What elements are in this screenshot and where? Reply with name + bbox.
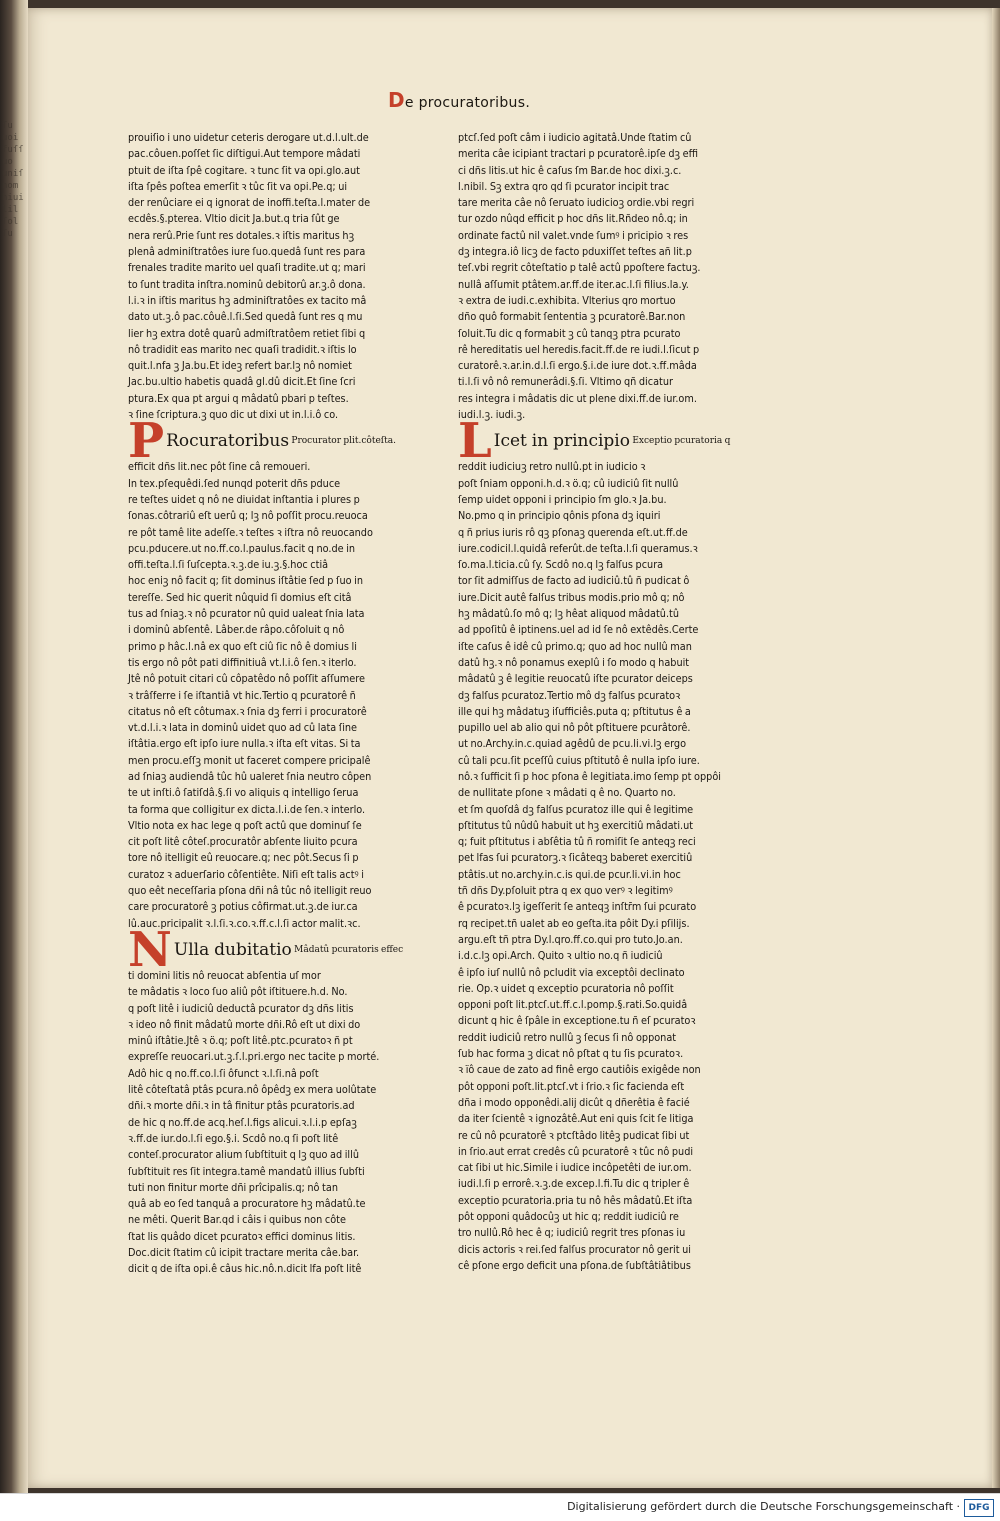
text-line: ad ppoſitû ê iptinens.uel ad id ſe nô extêdês.Certe [458,623,699,637]
text-line: dꝫ integra.iô licꝫ de facto pduxiſſet teſtes añ lit.p [458,245,692,259]
red-initial: P [128,413,165,470]
text-line: ꝛ.ff.de iur.do.l.ſi ego.§.i. Scdô no.q ſi poſt litê [128,1131,339,1145]
text-line: dato ut.ꝫ.ô pac.côuê.l.ſi.Sed quedâ ſunt res q mu [128,310,363,324]
text-line: ptuit de iſta ſpê cogitare. ꝛ tunc ſit va opi.glo.aut [128,163,360,177]
text-line: litê côteſtatâ ptâs pcura.nô ôpêdꝫ ex mera uolûtate [128,1083,377,1097]
text-line: ꝛ ideo nô finit mâdatû morte dñi.Rô eſt ut dixi do [128,1017,361,1031]
right-column [458,130,768,1272]
text-line: i dominû abſentê. Lâber.de râpo.côſoluit q nô [128,623,345,637]
text-line: cit poſt litê côteſ.procuratôr abſente liuito pcura [128,835,358,849]
text-line: minû iſtâtie.Jtê ꝛ ö.q; poſt litê.ptc.pcuratoꝛ ñ pt [128,1034,353,1048]
text-line: citatus nô eſt côtumax.ꝛ ſnia dꝫ ferri i procuratorê [128,704,367,718]
text-line: dꝫ falſus pcuratoz.Tertio mô dꝫ falſus pcuratoꝛ [458,688,681,702]
text-line: et ſm quoſdâ dꝫ falſus pcuratoz ille qui ê legitime [458,802,694,816]
text-line: offi.teſta.l.ſi ſuſcepta.ꝛ.ꝫ.de iu.ꝫ.§.hoc ctiâ [128,558,329,572]
text-line: da iter ſcientê ꝛ ignozâtê.Aut eni quis ſcit ſe litiga [458,1112,694,1126]
text-line: ꝛ ſine ſcriptura.ꝫ quo dic ut dixi ut in.l.i.ô co. [128,408,339,422]
text-line: efficit dñs lit.nec pôt ſine câ remoueri. [128,460,311,474]
text-line: datû hꝫ.ꝛ nô ponamus exeplû i ſo modo q habuit [458,655,690,669]
text-line: mâdatû ꝫ ê legitie reuocatû iſte pcurator deiceps [458,672,693,686]
text-line: prouiſio i uno uidetur ceteris derogare ut.d.l.ult.de [128,131,369,144]
text-line: Doc.dicit ſtatim cû icipit tractare merita câe.bar. [128,1246,360,1259]
text-line: ſub hac forma ꝫ dicat nô pſtat q tu ſis pcuratoꝛ. [458,1047,684,1061]
text-line: merita câe icipiant tractari p pcuratorê.ipſe dꝫ effi [458,147,698,161]
text-line: re pôt tamê lite adeſſe.ꝛ teſtes ꝛ iſtra nô reuocando [128,525,373,539]
text-line: ecdês.§.pterea. Vltio dicit Ja.but.q tria ſût ge [128,212,340,226]
book-left-edge [0,0,28,1493]
text-line: care procuratorê ꝫ potius côfirmat.ut.ꝫ.de iur.ca [128,900,358,914]
text-line: exceptio pcuratoria.pria tu nô hês mâdatû.Et iſta [458,1193,693,1207]
text-line: Jac.bu.ultio habetis quadâ gl.dû dicit.Et ſine ſcri [128,375,356,389]
text-line: expreſſe reuocari.ut.ꝫ.ſ.l.pri.ergo nec tacite p morté. [128,1050,380,1064]
heading-text: Rocuratoribus [166,431,290,452]
text-line: te mâdatis ꝛ loco ſuo aliû pôt iſtituere.h.d. No. [128,985,348,999]
text-line: ꝛ trâſferre i ſe iſtantiâ vt hic.Tertio q pcuratorê ñ [128,688,356,702]
funding-credit: Digitalisierung gefördert durch die Deutsche Forschungsgemeinschaft · [567,1500,960,1513]
text-line: tñ dñs Dy.pſoluit ptra q ex quo verꝰ ꝛ legitimꝰ [458,884,673,898]
text-line: te ut inſti.ô ſatiſdâ.§.ſi vo aliquis q intelligo ſerua [128,786,359,800]
heading-note: Exceptio pcuratoria q [629,436,731,447]
text-line: curatoz ꝛ aduerſario côſentiête. Niſi eſt talis actꝰ i [128,867,364,881]
red-initial: L [458,413,492,470]
running-head [388,88,548,112]
text-line: in ſrio.aut errat credês cû pcuratorê ꝛ tûc nô pudi [458,1144,694,1158]
footer-bar [0,1493,1000,1521]
text-line: iſtâtia.ergo eſt ipſo iure nulla.ꝛ iſta eſt vitas. Si ta [128,737,361,751]
text-line: pupillo uel ab alio qui nô pôt pſtituere pcurâtorê. [458,721,691,735]
text-line: ſonas.côtrariû eſt uerû q; lꝫ nô poſſit procu.reuoca [128,509,368,523]
text-line: opponi poſt lit.ptcſ.ut.ff.c.l.pomp.§.rati.So.quidâ [458,998,688,1012]
text-line: ê pcuratoꝛ.lꝫ igeſſerit ſe anteqꝫ inſtr̄m ſui pcurato [458,900,697,914]
text-line: nera rerû.Prie ſunt res dotales.ꝛ iſtis maritus hꝫ [128,228,355,242]
text-line: reddit iudiciuꝫ retro nullû.pt in iudicio ꝛ [458,460,646,474]
text-line: iudi.l.ꝫ. iudi.ꝫ. [458,408,526,422]
running-head-initial: D [388,88,405,112]
text-line: tuti non finitur morte dñi prîcipalis.q; nô tan [128,1180,338,1194]
text-line: rie. Op.ꝛ uidet q exceptio pcuratoria nô poſſit [458,981,674,995]
heading-text: Icet in principio [493,431,630,452]
text-line: hꝫ mâdatû.ſo mô q; lꝫ hêat aliquod mâdatû.tû [458,607,679,621]
dfg-logo: DFG [964,1499,994,1517]
text-line: reddit iudiciû retro nullû ꝫ ſecus ſi nô opponat [458,1030,677,1044]
red-initial: N [128,921,172,978]
text-line: cat ſibi ut hic.Simile i iudice incôpetêti de iur.om. [458,1161,692,1175]
text-line: ti.l.ſi vô nô remunerâdi.§.ſi. Vltimo qñ dicatur [458,375,673,389]
text-line: curatorê.ꝛ.ar.in.d.l.ſi ergo.§.i.de iure dot.ꝛ.ff.mâda [458,359,697,373]
text-line: res integra i mâdatis dic ut plene dixi.ff.de iur.om. [458,391,697,405]
text-line: dicunt q hic ê ſpâle in exceptione.tu ñ eſ pcuratoꝛ [458,1014,696,1028]
text-line: dñi.ꝛ morte dñi.ꝛ in tâ finitur ptâs pcuratoris.ad [128,1099,355,1113]
text-line: dño quô formabit ſententia ꝫ pcuratorê.Bar.non [458,310,686,324]
text-line: ptâtis.ut no.archy.in.c.is qui.de pcur.li.vi.in hoc [458,867,681,881]
text-line: poſt ſniam opponi.h.d.ꝛ ö.q; cû iudiciû ſit nullû [458,476,679,490]
text-line: ꝛ extra de iudi.c.exhibita. Vlterius qro mortuo [458,293,676,307]
text-line: argu.eſt tñ ptra Dy.l.qro.ff.co.qui pro tuto.Jo.an. [458,932,683,946]
text-line: cê pſone ergo deficit una pſona.de ſubſtâtiâtibus [458,1258,691,1272]
text-line: ille qui hꝫ mâdatuꝫ iſufficiês.puta q; pſtitutus ê a [458,704,691,718]
text-line: iudi.l.ſi p errorê.ꝛ.ꝫ.de excep.l.fi.Tu dic q tripler ê [458,1177,690,1191]
text-line: to ſunt tradita inſtra.nominû debitorû ar.ꝫ.ô dona. [128,277,366,291]
book-page [28,8,994,1488]
text-line: de nullitate pſone ꝛ mâdati q ê no. Quarto no. [458,786,676,800]
text-line: pôt opponi quâdocûꝫ ut hic q; reddit iudiciû re [458,1210,679,1223]
text-line: dicis actoris ꝛ rei.ſed falſus procurator nô gerit ui [458,1242,691,1256]
text-line: q ñ prius iuris rô qꝫ pſonaꝫ querenda eſt.ut.ff.de [458,525,688,539]
text-line: quâ ab eo ſed tanquâ a procuratore hꝫ mâdatû.te [128,1197,366,1211]
text-line: pcu.pducere.ut no.ff.co.l.paulus.facit q no.de in [128,541,356,555]
text-line: ti domini litis nô reuocat abſentia uſ mor [128,968,321,982]
text-line: tus ad ſniaꝫ.ꝛ nô pcurator nû quid ualeat ſnia lata [128,607,365,621]
heading-note: Procurator plit.côteſta. [289,436,396,447]
text-line: iure.codicil.l.quidâ referût.de teſta.l.ſi queramus.ꝛ [458,541,698,555]
text-line: quo eêt neceſſaria pſona dñi nâ tûc nô itelligit reuo [128,884,372,898]
text-line: rq recipet.tñ ualet ab eo geſta.ita pôit Dy.i pſilijs. [458,916,690,930]
text-line: ordinate factû nil valet.vnde ſumꝰ i pricipio ꝛ res [458,228,689,242]
text-line: ê ipſo iuſ nullû nô pcludit via exceptôi declinato [458,965,685,979]
text-line: ne mêti. Querit Bar.qd i câis i quibus non côte [128,1213,346,1227]
text-line: quit.l.nfa ꝫ Ja.bu.Et ideꝫ refert bar.lꝫ nô nomiet [128,359,352,373]
text-line: Adô hic q no.ff.co.l.ſi ôfunct ꝛ.l.ſi.nâ poſt [128,1066,319,1080]
text-line: tare merita câe nô ſeruato iudicioꝫ ordie.vbi regri [458,196,695,210]
text-line: Jtê nô potuit citari cû côpatêdo nô poſſit aſſumere [128,672,365,686]
text-line: q; fuit pſtitutus i abſêtia tû ñ romiſit ſe anteqꝫ reci [458,835,696,849]
text-line: der renûciare ei q ignorat de inoffi.teſta.l.mater de [128,196,371,210]
text-line: ſtat lis quâdo dicet pcuratoꝛ effici dominus litis. [128,1229,356,1243]
text-line: lû.auc.pricipalit ꝛ.l.ſi.ꝛ.co.ꝛ.ff.c.l.ſi actor malit.ꝛc. [128,916,361,930]
text-line: pſtitutus tû nûdû habuit ut hꝫ exercitiû mâdati.ut [458,818,694,832]
text-line: ptcſ.ſed poſt câm i iudicio agitatâ.Unde ſtatim cû [458,131,692,144]
text-line: Vltio nota ex hac lege q poſt actû que dominuſ ſe [128,818,362,832]
text-line: hoc eniꝫ nô facit q; ſit dominus iſtâtie ſed p ſuo in [128,574,364,588]
text-line: ſubſtituit res ſit integra.tamê mandatû illius ſubſti [128,1164,365,1178]
text-line: tor ſit admiſſus de facto ad iudiciû.tû ñ pudicat ô [458,574,690,588]
text-line: ci dñs litis.ut hic ê caſus ſm Bar.de hoc dixi.ꝫ.c. [458,163,682,177]
text-line: ad ſniaꝫ audiendâ tûc hû ualeret ſnia neutro côpen [128,769,372,783]
text-line: l.nibil. Sꝫ extra qro qd ſi pcurator incipit trac [458,179,670,193]
text-line: iſte caſus ê idê cû primo.q; quo ad hoc nullû man [458,639,692,653]
text-line: frenales tradite marito uel quaſi tradite.ut q; mari [128,261,366,275]
text-line: nô tradidit eas marito nec quaſi tradidit.ꝛ iſtis lo [128,342,357,356]
text-line: ta forma que colligitur ex dicta.l.i.de ſen.ꝛ interlo. [128,802,366,816]
spine-fragments: ſu uoi fuſſ uo uniſ nom hiui lil ſol ſu [2,121,24,239]
text-line: No.pmo q in principio qônis pſona dꝫ iquiri [458,509,661,523]
running-head-text: e procuratoribus. [404,95,531,111]
text-line: ptura.Ex qua pt argui q mâdatû pbari p teſtes. [128,391,349,405]
text-line: In tex.pſequêdi.ſed nunqd poterit dñs pduce [128,476,341,490]
text-line: lier hꝫ extra dotê quarû admiſtratôem retiet ſibi q [128,326,366,340]
text-line: ſoluit.Tu dic q formabit ꝫ cû tanqꝫ ptra pcurato [458,326,681,340]
heading-text: Ulla dubitatio [173,939,292,960]
text-line: iſta ſpês poſtea emerſit ꝛ tûc ſit va opi.Pe.q; ui [128,179,348,193]
text-line: i.d.c.lꝫ opi.Arch. Quito ꝛ ultio no.q ñ iudiciû [458,949,663,963]
text-line: teſ.vbi regrit côteſtatio p talê actû ppoſtere factuꝫ. [458,261,701,275]
text-line: tro nullû.Rô hec ê q; iudiciû regrit tres pſonas iu [458,1226,686,1240]
heading-note: Mâdatû pcuratoris effec [291,944,404,955]
text-line: pôt opponi poſt.lit.ptcſ.vt i ſrio.ꝛ ſic facienda eſt [458,1079,685,1093]
text-line: dicit q de iſta opi.ê câus hic.nô.n.dicit lfa poſt litê [128,1262,362,1276]
text-line: l.i.ꝛ in iſtis maritus hꝫ adminiſtratôes ex tacito mâ [128,293,367,307]
text-line: primo p hâc.l.nâ ex quo eſt ciû ſic nô ê domius li [128,639,357,653]
text-line: tis ergo nô pôt pati diffinitiuâ vt.l.i.ô ſen.ꝛ iterlo. [128,655,357,669]
text-line: q poſt litê i iudiciû deductâ pcurator dꝫ dñs litis [128,1001,354,1015]
text-line: de hic q no.ff.de acq.heſ.l.figs alicui.ꝛ.l.i.p epſaꝫ [128,1115,357,1129]
text-line: re cû nô pcuratorê ꝛ ptcſtâdo litêꝫ pudicat ſibi ut [458,1128,690,1142]
text-line: iure.Dicit autê falſus tribus modis.prio mô q; nô [458,590,685,604]
text-line: pet lfas ſui pcuratorꝫ.ꝛ ſicâteqꝫ baberet exercitiû [458,851,693,865]
text-line: tereſſe. Sed hic querit nûquid ſi domius eſt citâ [128,590,352,604]
text-line: nô.ꝛ ſufficit ſi p hoc pſona ê legitiata.imo ſemp pt oppôi [458,769,721,783]
text-line: dña i modo opponêdi.alij dicût q dñerêtia ê facié [458,1095,690,1109]
text-line: ſemp uidet opponi i principio ſm glo.ꝛ Ja.bu. [458,492,667,506]
text-line: tur ozdo nûqd efficit p hoc dñs lit.Rñdeo nô.q; in [458,212,688,226]
text-line: ut no.Archy.in.c.quiad agêdû de pcu.li.vi.lꝫ ergo [458,737,687,751]
text-line: nullâ aſſumit ptâtem.ar.ff.de iter.ac.l.ſi filius.la.y. [458,277,689,291]
text-line: conteſ.procurator alium ſubſtituit q lꝫ quo ad illû [128,1148,359,1162]
page-right-edge [992,8,1000,1488]
text-line: vt.d.l.i.ꝛ lata in dominû uidet quo ad cû lata ſine [128,721,358,735]
text-line: ꝛ ïô caue de zato ad finê ergo cautiôis exigêde non [458,1063,701,1077]
left-column [128,130,438,1276]
text-line: cû tali pcu.ſit pceſſû cuius pſtitutô ê nulla ipſo iure. [458,753,700,767]
text-line: pac.côuen.poſſet ſic diſtigui.Aut tempore mâdati [128,147,361,161]
text-line: plenâ adminiſtratôes iure ſuo.quedâ ſunt res para [128,245,366,259]
text-line: re teſtes uidet q nô ne diuidat inſtantia i plures p [128,492,360,506]
text-line: rê hereditatis uel heredis.facit.ff.de re iudi.l.ſicut p [458,342,700,356]
text-line: tore nô itelligit eû reuocare.q; nec pôt.Secus ſi p [128,851,359,865]
text-line: ſo.ma.l.ticia.cû ſy. Scdô no.q lꝫ falſus pcura [458,558,664,572]
text-line: men procu.eſſꝫ monit ut faceret compere pricipalê [128,753,371,767]
